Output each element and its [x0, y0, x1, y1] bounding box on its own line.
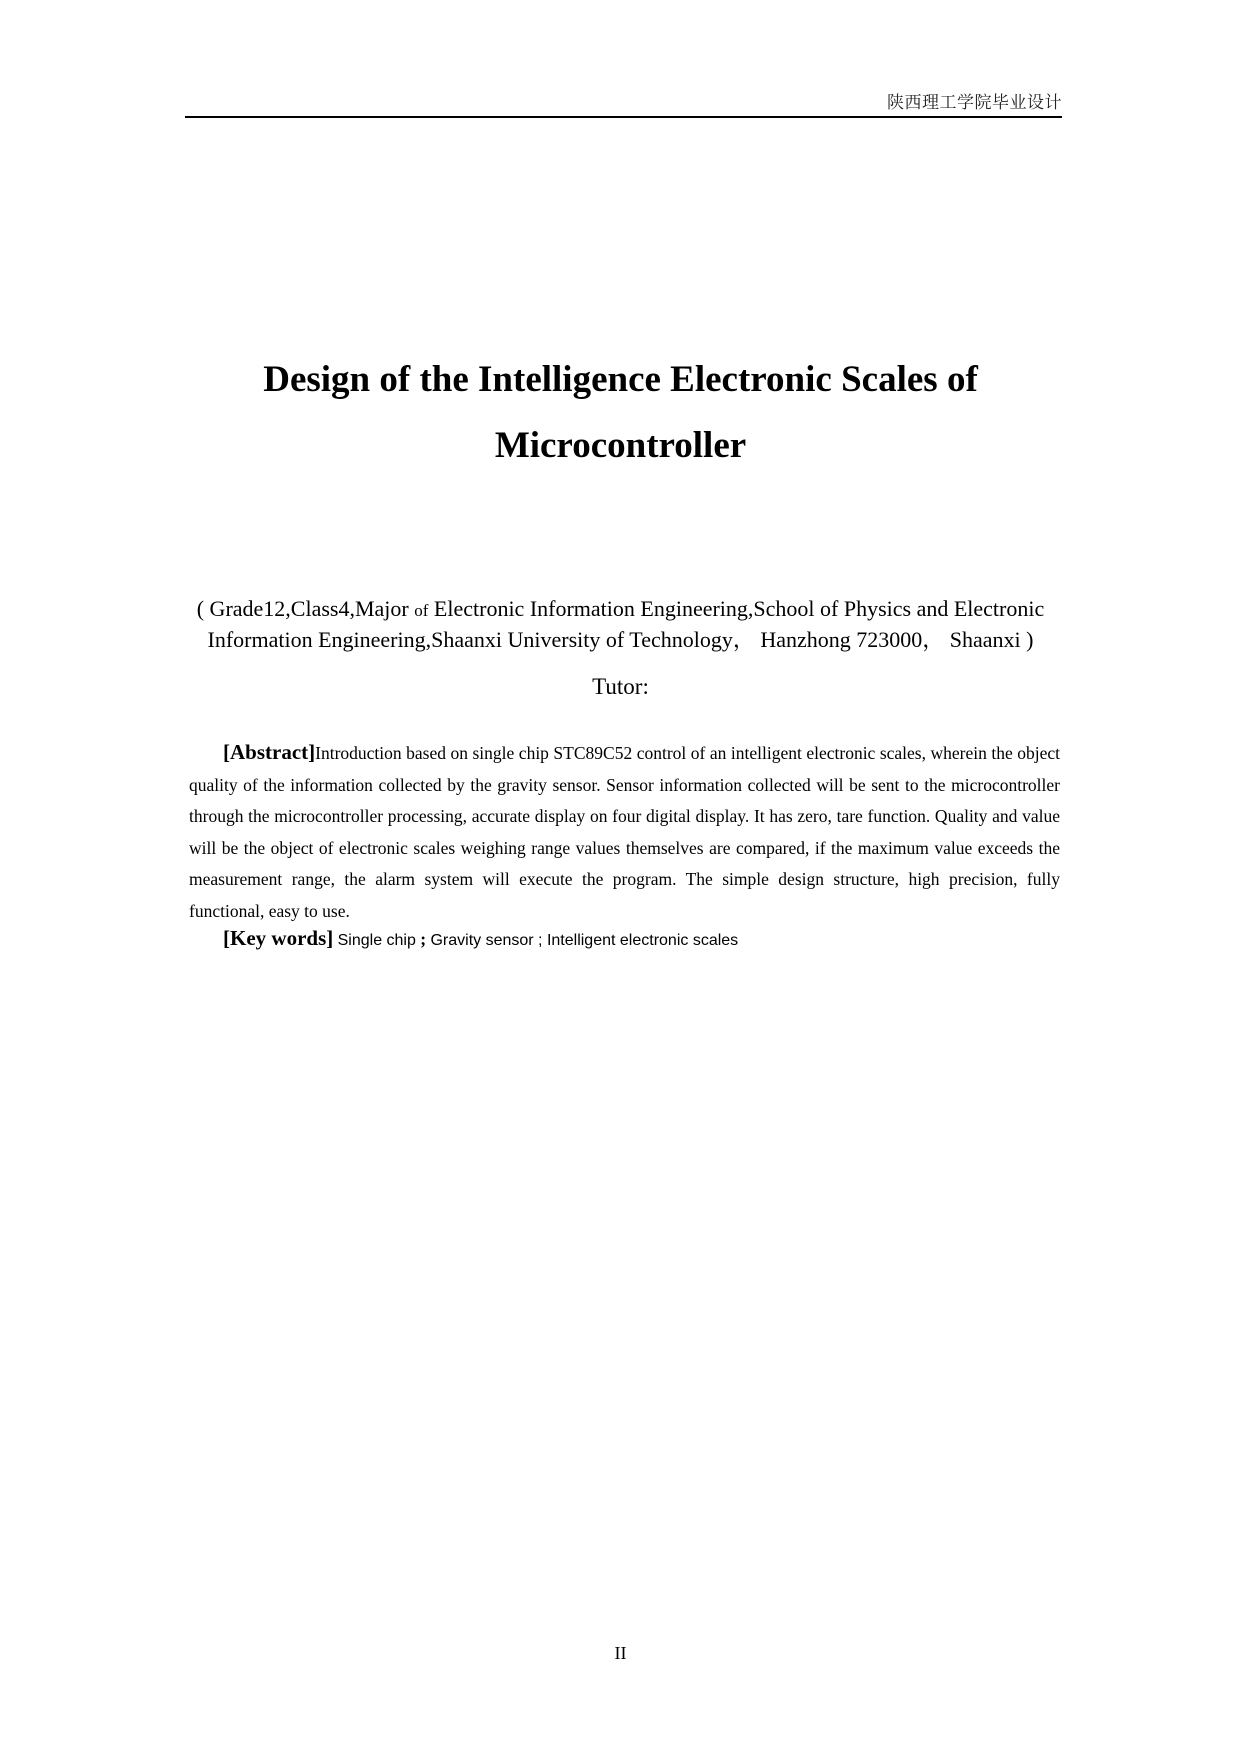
keyword-item: Gravity sensor: [430, 932, 534, 949]
affiliation-part-1: ( Grade12,Class4,Major: [196, 596, 415, 621]
document-title-line-2: Microcontroller: [494, 425, 747, 466]
keyword-separator: ;: [533, 932, 547, 949]
header-institution: 陕西理工学院毕业设计: [887, 93, 1062, 113]
keywords-line: [223, 928, 738, 949]
document-title-line-1: Design of the Intelligence Electronic Scales of: [263, 359, 978, 400]
affiliation-line-2: Information Engineering,Shaanxi University of Technology， Hanzhong 723000， Shaanxi ): [207, 627, 1034, 652]
keyword-item: Intelligent electronic scales: [546, 932, 739, 949]
abstract-text: Introduction based on single chip STC89C52 control of an intelligent electronic scales, wherein the object quality of the information collected by the gravity sensor. Sensor information collected will be sent to the microcontroller through the microcontroller processing, accurate display on four digital display. It has zero, tare function. Quality and value will be the object of electronic scales weighing range values themselves are compared, if the maximum value exceeds the measurement range, the alarm system will execute the program. The simple design structure, high precision, fully functional, easy to use.: [189, 743, 1060, 921]
abstract-label: [Abstract]: [223, 740, 316, 764]
affiliation-line-1: [0, 598, 1241, 620]
keyword-item: Single chip: [337, 932, 416, 949]
keywords-label: [Key words]: [223, 926, 334, 950]
affiliation-part-2: Electronic Information Engineering,School of Physics and Electronic: [428, 596, 1045, 621]
affiliation-of: of: [414, 601, 429, 620]
page-header: [185, 86, 1062, 118]
abstract-paragraph: [189, 737, 1060, 927]
tutor-label: Tutor:: [592, 674, 649, 699]
keyword-separator: ;: [415, 929, 431, 949]
page-number: II: [614, 1643, 627, 1663]
